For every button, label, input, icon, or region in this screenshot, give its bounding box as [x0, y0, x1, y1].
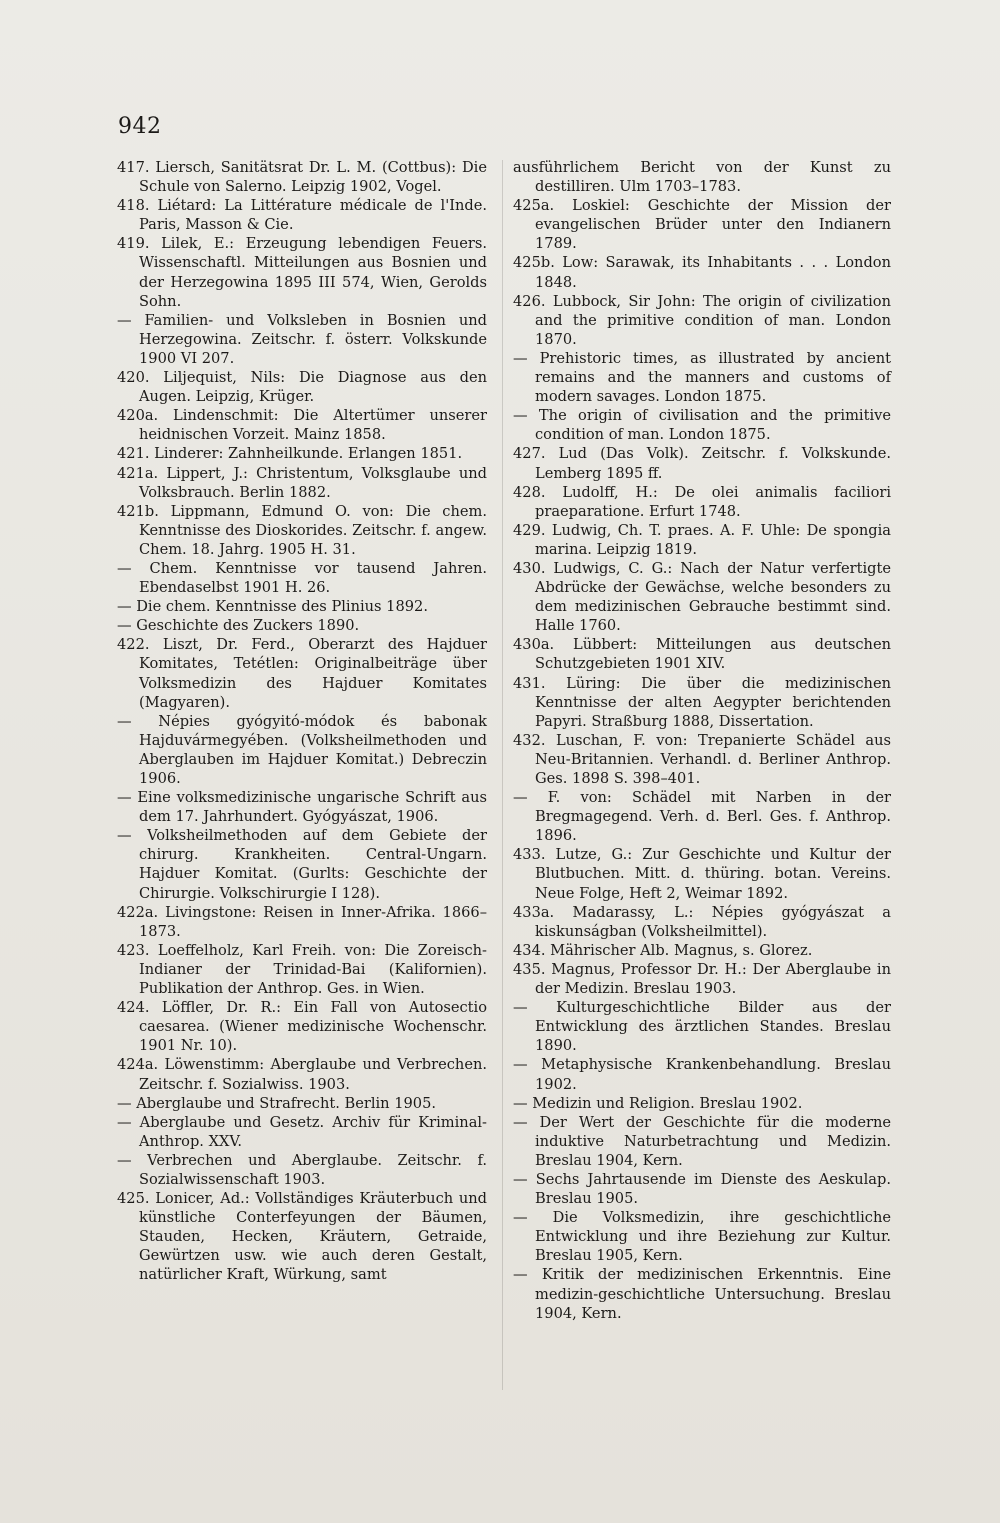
bibliography-entry: 420a. Lindenschmit: Die Altertümer unserer heidnischen Vorzeit. Mainz 1858.: [117, 407, 487, 444]
bibliography-entry: — Die Volksmedizin, ihre geschichtliche Entwicklung und ihre Beziehung zur Kultur. Breslau 1905, Kern.: [513, 1209, 891, 1265]
bibliography-entry: — Familien- und Volksleben in Bosnien und Herzegowina. Zeitschr. f. österr. Volkskunde 1900 VI 207.: [117, 311, 487, 367]
bibliography-entry: 424a. Löwenstimm: Aberglaube und Verbrechen. Zeitschr. f. Sozialwiss. 1903.: [117, 1056, 487, 1093]
left-column: [117, 158, 487, 1285]
column-divider: [502, 160, 503, 1390]
bibliography-entry: — Metaphysische Krankenbehandlung. Breslau 1902.: [513, 1056, 891, 1093]
bibliography-entry: — F. von: Schädel mit Narben in der Bregmagegend. Verh. d. Berl. Ges. f. Anthrop. 1896.: [513, 789, 891, 845]
bibliography-entry: 432. Luschan, F. von: Trepanierte Schädel aus Neu-Britannien. Verhandl. d. Berliner Anthrop. Ges. 1898 S. 398–401.: [513, 731, 891, 787]
bibliography-entry: — Kritik der medizinischen Erkenntnis. Eine medizin-geschichtliche Untersuchung. Breslau 1904, Kern.: [513, 1266, 891, 1322]
bibliography-entry: 420. Liljequist, Nils: Die Diagnose aus den Augen. Leipzig, Krüger.: [117, 369, 487, 406]
bibliography-entry: 433a. Madarassy, L.: Népies gyógyászat a kiskunságban (Volksheilmittel).: [513, 903, 891, 940]
bibliography-entry: — Sechs Jahrtausende im Dienste des Aeskulap. Breslau 1905.: [513, 1170, 891, 1208]
bibliography-entry: 425a. Loskiel: Geschichte der Mission der evangelischen Brüder unter den Indianern 1789.: [513, 197, 891, 253]
bibliography-entry: 429. Ludwig, Ch. T. praes. A. F. Uhle: De spongia marina. Leipzig 1819.: [513, 521, 891, 558]
bibliography-entry: 419. Lilek, E.: Erzeugung lebendigen Feuers. Wissenschaftl. Mitteilungen aus Bosnien und der Herzegowina 1895 III 574, Wien, Gerolds Sohn.: [117, 235, 487, 310]
bibliography-entry: 417. Liersch, Sanitätsrat Dr. L. M. (Cottbus): Die Schule von Salerno. Leipzig 1902, Vogel.: [117, 159, 487, 196]
bibliography-entry: 424. Löffler, Dr. R.: Ein Fall von Autosectio caesarea. (Wiener medizinische Wochenschr. 1901 Nr. 10).: [117, 999, 487, 1055]
bibliography-entry: 421a. Lippert, J.: Christentum, Volksglaube und Volksbrauch. Berlin 1882.: [117, 464, 487, 501]
bibliography-entry: 425b. Low: Sarawak, its Inhabitants . . . London 1848.: [513, 254, 891, 291]
bibliography-entry: — Medizin und Religion. Breslau 1902.: [513, 1094, 803, 1112]
bibliography-entry: 428. Ludolff, H.: De olei animalis faciliori praeparatione. Erfurt 1748.: [513, 483, 891, 520]
bibliography-entry: — Chem. Kenntnisse vor tausend Jahren. Ebendaselbst 1901 H. 26.: [117, 559, 487, 597]
bibliography-entry: — Verbrechen und Aberglaube. Zeitschr. f. Sozialwissenschaft 1903.: [117, 1151, 487, 1188]
bibliography-entry: — Aberglaube und Strafrecht. Berlin 1905.: [117, 1094, 436, 1112]
bibliography-entry: — Volksheilmethoden auf dem Gebiete der chirurg. Krankheiten. Central-Ungarn. Hajduer Komitat. (Gurlts: Geschichte der Chirurgie. Volkschirurgie I 128).: [117, 827, 487, 902]
bibliography-entry: 430. Ludwigs, C. G.: Nach der Natur verfertigte Abdrücke der Gewächse, welche besonders zu dem medizinischen Gebrauche bestimmt sind. Halle 1760.: [513, 559, 891, 635]
bibliography-entry: 431. Lüring: Die über die medizinischen Kenntnisse der alten Aegypter berichtenden Papyri. Straßburg 1888, Dissertation.: [513, 674, 891, 730]
bibliography-entry: — Aberglaube und Gesetz. Archiv für Kriminal-Anthrop. XXV.: [117, 1113, 487, 1150]
bibliography-entry: 425. Lonicer, Ad.: Vollständiges Kräuterbuch und künstliche Conterfeyungen der Bäumen, Stauden, Hecken, Kräutern, Getraide, Gewürtzen usw. wie auch deren Gestalt, natürlicher Kraft, Würkung, samt: [117, 1190, 487, 1284]
bibliography-entry: 422. Liszt, Dr. Ferd., Oberarzt des Hajduer Komitates, Tetétlen: Originalbeiträge über Volksmedizin des Hajduer Komitates (Magyaren).: [117, 636, 487, 711]
bibliography-entry: — Geschichte des Zuckers 1890.: [117, 617, 360, 635]
bibliography-entry: — Die chem. Kenntnisse des Plinius 1892.: [117, 598, 428, 616]
bibliography-entry: 426. Lubbock, Sir John: The origin of civilization and the primitive condition of man. London 1870.: [513, 292, 891, 348]
bibliography-entry: — Prehistoric times, as illustrated by ancient remains and the manners and customs of modern savages. London 1875.: [513, 349, 891, 406]
bibliography-entry: 422a. Livingstone: Reisen in Inner-Afrika. 1866–1873.: [117, 903, 487, 940]
bibliography-entry: 421b. Lippmann, Edmund O. von: Die chem. Kenntnisse des Dioskorides. Zeitschr. f. angew. Chem. 18. Jahrg. 1905 H. 31.: [117, 502, 487, 558]
bibliography-entry: 421. Linderer: Zahnheilkunde. Erlangen 1851.: [117, 445, 463, 463]
page-number: 942: [118, 114, 162, 139]
bibliography-entry: — Der Wert der Geschichte für die moderne induktive Naturbetrachtung und Medizin. Breslau 1904, Kern.: [513, 1113, 891, 1169]
bibliography-entry: — Eine volksmedizinische ungarische Schrift aus dem 17. Jahrhundert. Gyógyászat, 1906.: [117, 789, 487, 826]
bibliography-entry: 430a. Lübbert: Mitteilungen aus deutschen Schutzgebieten 1901 XIV.: [513, 636, 891, 673]
bibliography-entry: 427. Lud (Das Volk). Zeitschr. f. Volkskunde. Lemberg 1895 ff.: [513, 445, 891, 482]
right-column: [513, 158, 891, 1323]
bibliography-entry: — Népies gyógyitó-módok és babonak Hajduvármegyében. (Volksheilmethoden und Aberglauben im Hajduer Komitat.) Debreczin 1906.: [117, 712, 487, 787]
bibliography-entry: ausführlichem Bericht von der Kunst zu destilliren. Ulm 1703–1783.: [513, 159, 891, 196]
bibliography-entry: 435. Magnus, Professor Dr. H.: Der Aberglaube in der Medizin. Breslau 1903.: [513, 960, 891, 998]
bibliography-entry: 418. Liétard: La Littérature médicale de l'Inde. Paris, Masson & Cie.: [117, 197, 487, 234]
bibliography-entry: — Kulturgeschichtliche Bilder aus der Entwicklung des ärztlichen Standes. Breslau 1890.: [513, 999, 891, 1055]
bibliography-entry: 434. Mährischer Alb. Magnus, s. Glorez.: [513, 941, 813, 959]
bibliography-entry: 423. Loeffelholz, Karl Freih. von: Die Zoreisch-Indianer der Trinidad-Bai (Kalifornien). Publikation der Anthrop. Ges. in Wien.: [117, 941, 487, 998]
bibliography-entry: — The origin of civilisation and the primitive condition of man. London 1875.: [513, 407, 891, 444]
bibliography-entry: 433. Lutze, G.: Zur Geschichte und Kultur der Blutbuchen. Mitt. d. thüring. botan. Vereins. Neue Folge, Heft 2, Weimar 1892.: [513, 846, 891, 902]
